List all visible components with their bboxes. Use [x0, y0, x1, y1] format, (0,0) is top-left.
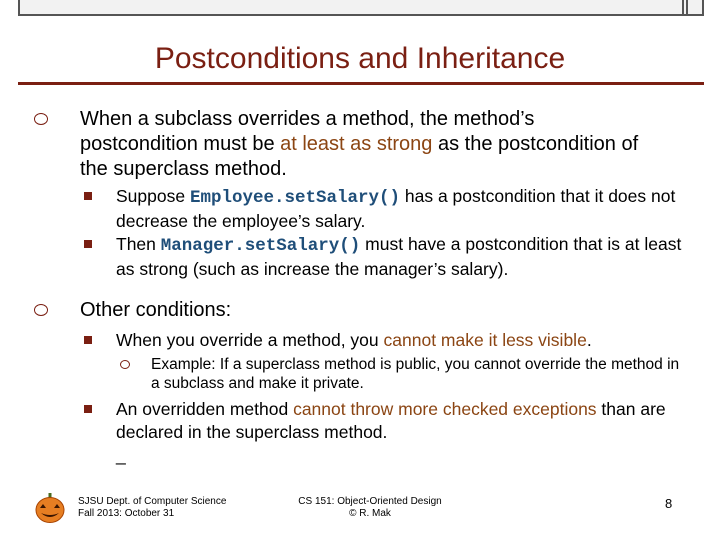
sub-bullet-marker: [84, 336, 92, 344]
sub-bullet-1-2-text: [116, 233, 691, 281]
title-rule: [18, 82, 704, 85]
sub-bullet-2-2-text: [116, 398, 691, 467]
sub-bullet-1-1-b: has a postcondition that it does not decrease the employee’s salary.: [116, 186, 676, 231]
sub-bullet-marker: [84, 405, 92, 413]
top-bar-corner: [686, 0, 702, 14]
bullet-1-highlight: at least as strong: [280, 133, 433, 155]
code-manager-setsalary: Manager.setSalary(): [160, 236, 361, 256]
sub-bullet-2-1-text: [116, 329, 696, 352]
sub-bullet-2-2-a: An overridden method: [116, 399, 294, 419]
page-number: 8: [665, 496, 673, 511]
sub-bullet-2-1-highlight: cannot make it less visible: [383, 330, 587, 350]
footer-department: SJSU Dept. of Computer Science: [78, 496, 227, 507]
bullet-marker: [34, 113, 48, 125]
sub-bullet-2-2-b: than are declared in the superclass method.: [116, 399, 666, 442]
footer-center: [0, 496, 720, 520]
text-cursor: _: [116, 445, 126, 465]
sub-sub-bullet-marker: [120, 360, 130, 369]
sub-bullet-2-2-highlight: cannot throw more checked exceptions: [293, 399, 597, 419]
bullet-marker: [34, 304, 48, 316]
footer-author: © R. Mak: [349, 508, 391, 519]
top-bar-tick: [682, 0, 684, 14]
bullet-1-text: [80, 107, 640, 182]
sub-bullet-marker: [84, 192, 92, 200]
footer-date: Fall 2013: October 31: [78, 508, 175, 519]
sub-bullet-2-1-b: .: [586, 330, 592, 350]
sub-sub-bullet-text: Example: If a superclass method is public, you cannot override the method in a subclass and make it private.: [151, 356, 680, 392]
footer-course: CS 151: Object-Oriented Design: [298, 496, 442, 507]
sub-bullet-1-2-b: must have a postcondition that is at least as strong (such as increase the manager’s salary).: [116, 234, 682, 279]
top-bar: [18, 0, 704, 16]
code-employee-setsalary: Employee.setSalary(): [189, 188, 400, 208]
bullet-1-text-b: as the postcondition of the superclass method.: [80, 133, 639, 180]
sub-bullet-1-1-text: [116, 185, 691, 233]
sub-bullet-marker: [84, 240, 92, 248]
bullet-2-text: Other conditions:: [80, 299, 232, 321]
sub-bullet-2-1-a: When you override a method, you: [116, 330, 384, 350]
sub-bullet-1-2-a: Then: [116, 234, 161, 254]
slide-title: Postconditions and Inheritance: [154, 42, 566, 75]
bullet-1-text-a: When a subclass overrides a method, the method’s postcondition must be: [80, 108, 535, 155]
sub-bullet-1-1-a: Suppose: [116, 186, 190, 206]
